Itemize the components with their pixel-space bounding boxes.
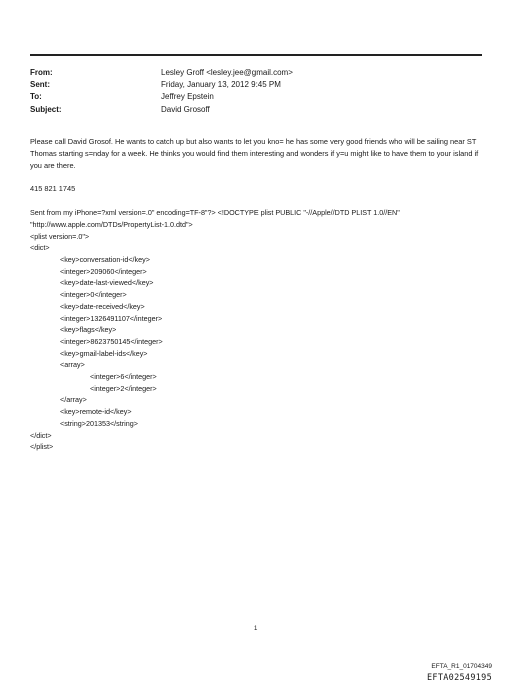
plist-line: <key>remote-id</key> [60,407,132,417]
email-header [30,67,293,116]
phone-number: 415 821 1745 [30,184,76,194]
bates-stamp-small: EFTA_R1_01704349 [431,663,492,670]
header-label: Sent: [30,80,50,90]
header-label: Subject: [30,104,62,114]
page-number: 1 [254,626,258,632]
bates-stamp-large: EFTA02549195 [426,673,492,683]
plist-line: <key>flags</key> [60,325,117,335]
header-row-to [30,91,293,103]
plist-line: <integer>209060</integer> [60,266,147,276]
header-value: David Grosoff [161,104,210,114]
plist-line: <integer>8623750145</integer> [60,336,163,346]
plist-line: <string>201353</string> [60,418,138,428]
email-body [30,136,488,453]
plist-line: <array> [60,360,85,370]
plist-line: <dict> [30,243,50,253]
plist-line: <key>conversation-id</key> [60,255,150,264]
message-paragraph: Please call David Grosof. He wants to catch up but also wants to let you kno= he has some very good friends who will be sailing near ST Thomas starting s=nday for a week. He thinks you would find them interesting and wonders if y=u might like to have them to your island if you are there. [30,137,479,170]
header-row-subject [30,104,293,116]
header-label: From: [30,68,53,77]
plist-line: <key>date-received</key> [60,301,145,311]
plist-line: </array> [60,395,87,405]
header-label: To: [30,92,42,102]
plist-line: <integer>0</integer> [60,290,127,300]
sent-from-line: Sent from my iPhone=?xml version=.0" encoding=TF-8"?> <!DOCTYPE plist PUBLIC "-//Apple//DTD PLIST 1.0//EN" "http://www.apple.com/DTDs/PropertyList-1.0.dtd"> [30,208,400,229]
header-value: Lesley Groff <lesley.jee@gmail.com> [161,68,293,77]
plist-line: <integer>1326491107</integer> [60,313,163,323]
header-value: Jeffrey Epstein [161,92,214,102]
header-rule [30,54,482,56]
plist-block [30,231,488,453]
plist-line: </plist> [30,442,54,452]
header-value: Friday, January 13, 2012 9:45 PM [161,80,281,90]
plist-line: </dict> [30,430,52,440]
plist-line: <integer>6</integer> [90,372,157,382]
header-row-sent [30,79,293,91]
header-row-from [30,67,293,79]
plist-line: <key>date-last-viewed</key> [60,278,154,288]
plist-line: <key>gmail-label-ids</key> [60,348,148,358]
plist-line: <plist version=.0"> [30,231,90,241]
plist-line: <integer>2</integer> [90,383,157,393]
